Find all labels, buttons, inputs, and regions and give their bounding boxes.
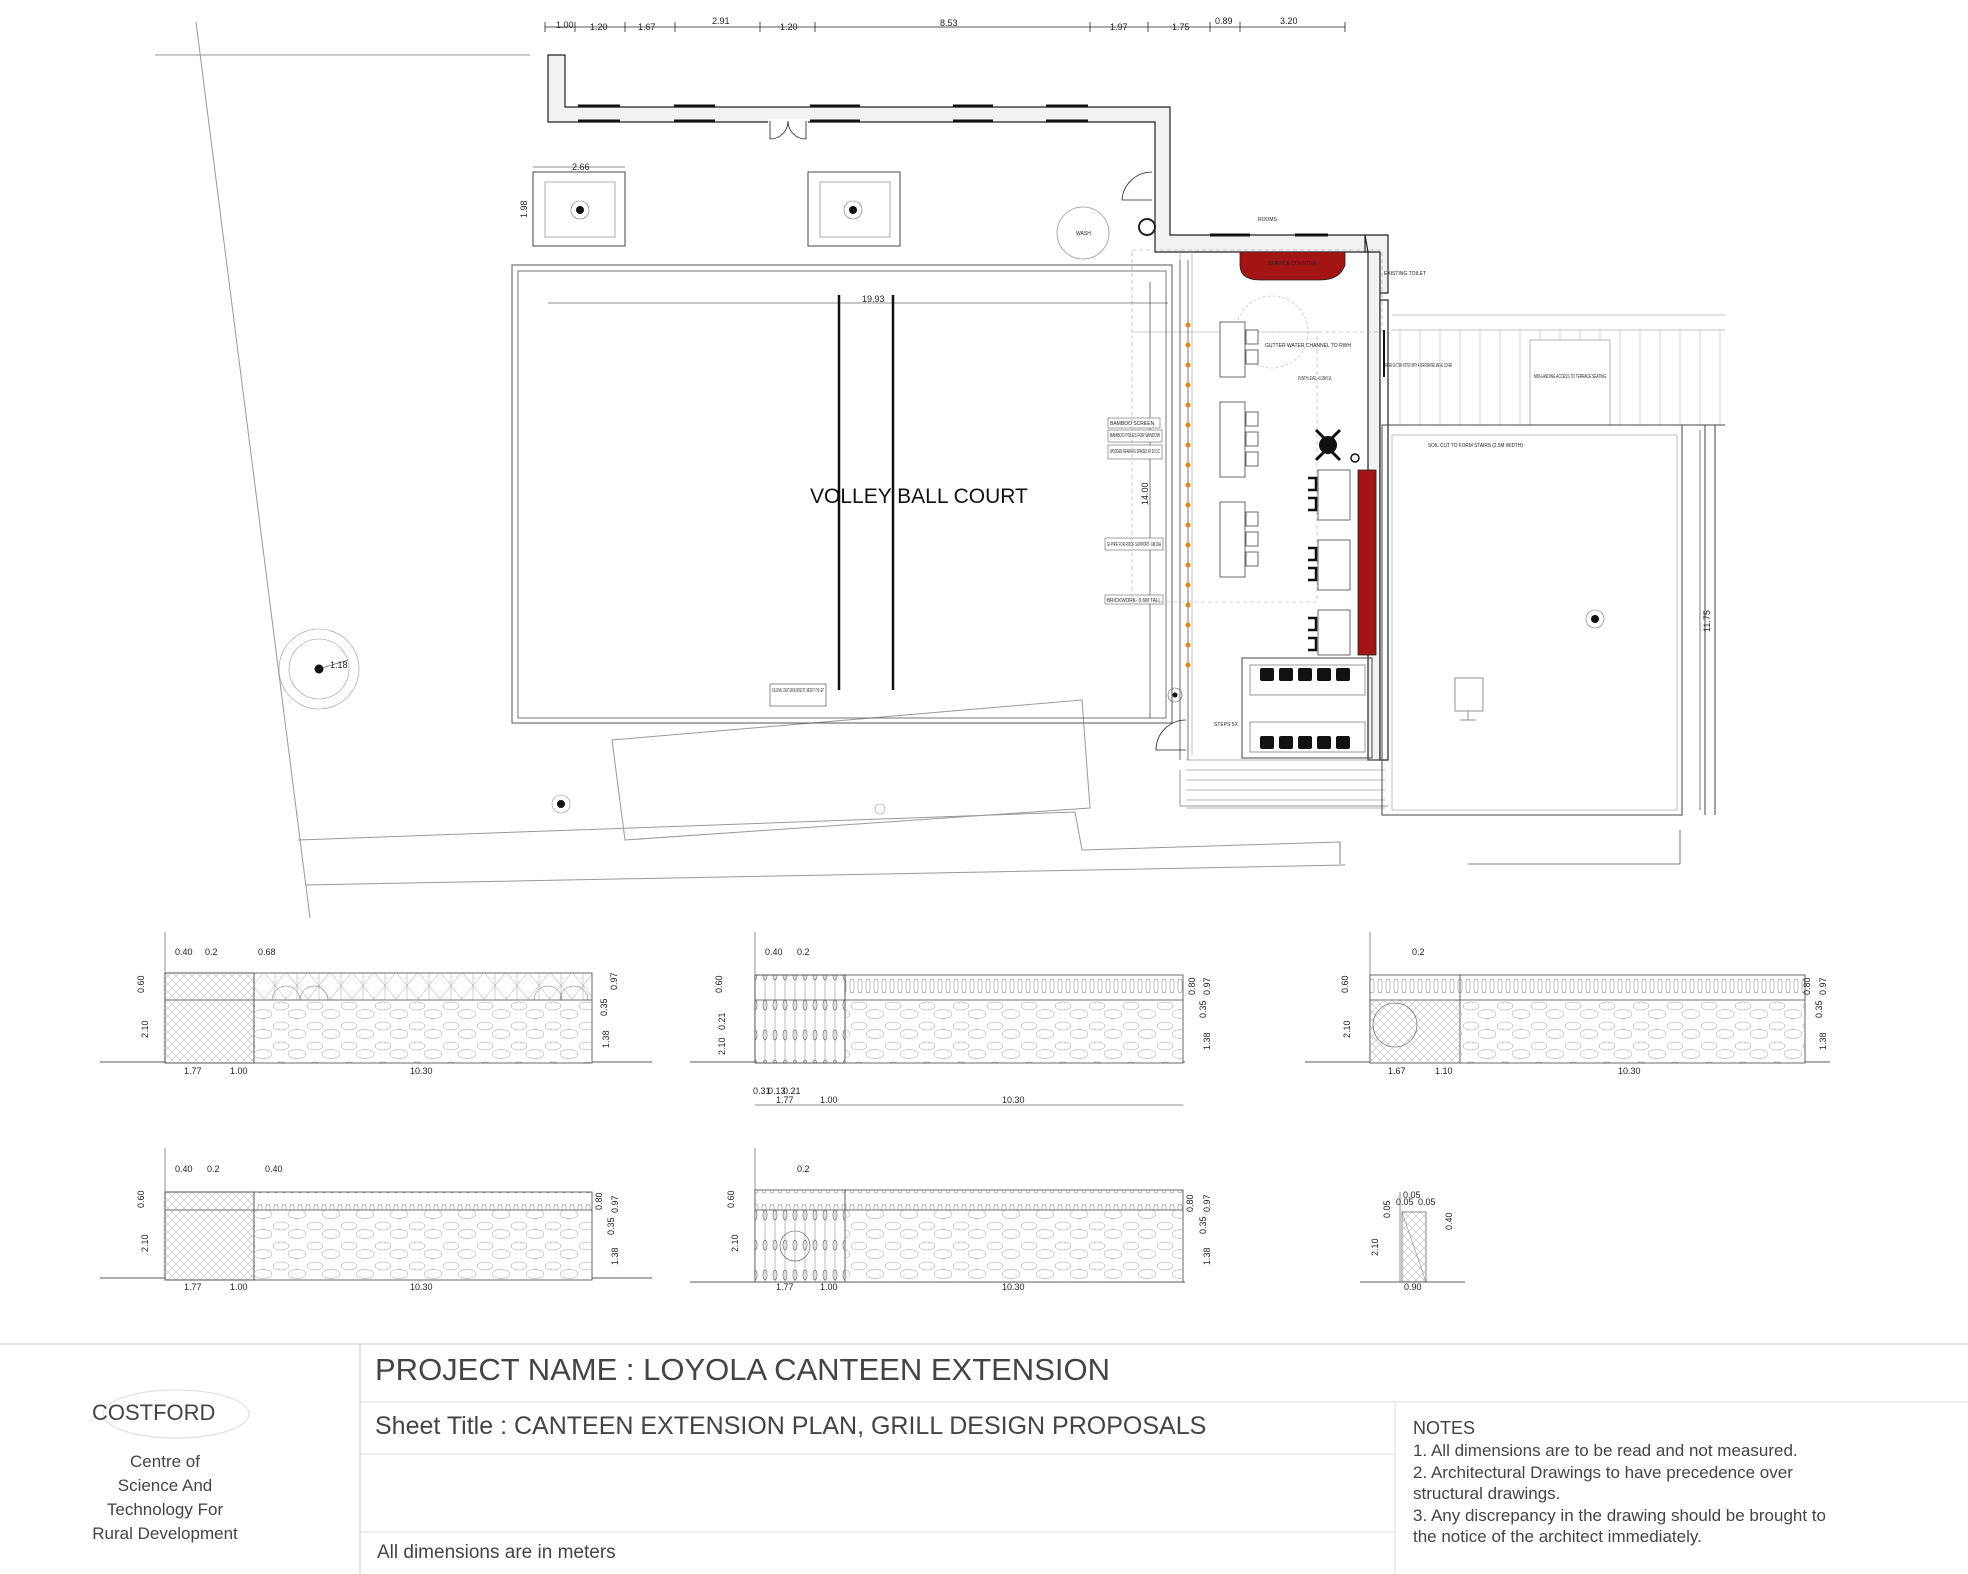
- org-name: COSTFORD: [92, 1400, 216, 1425]
- grill4-dim-bottom-2: 1.00: [230, 1282, 248, 1292]
- grill2-dim-right-2: 0.97: [1202, 977, 1212, 995]
- grill1-dim-left-1: 0.60: [136, 975, 146, 993]
- grill4-dim-left-1: 0.60: [136, 1190, 146, 1208]
- grill4-dim-top-2: 0.2: [207, 1164, 220, 1174]
- dim-tree-radius: 1.18: [330, 660, 348, 670]
- grill1-dim-right-1: 0.35: [599, 998, 609, 1016]
- sheet-title: Sheet Title : CANTEEN EXTENSION PLAN, GRILL DESIGN PROPOSALS: [375, 1412, 1207, 1440]
- grill6-dim-left-1: 0.05: [1382, 1200, 1392, 1218]
- grill4-dim-bottom-1: 1.77: [184, 1282, 202, 1292]
- dim-planter-height: 1.98: [519, 200, 529, 218]
- dim-top-9: 0.89: [1215, 16, 1233, 26]
- water-gutter-label: WATER GUTTER FITTED WITH A PERFORATED METAL COVER: [1384, 363, 1453, 369]
- existing-toilet-label: EXISTING TOILET: [1384, 271, 1427, 277]
- canteen-extension: [1132, 217, 1452, 808]
- dim-top-4: 2.91: [712, 16, 730, 26]
- notes-heading: NOTES: [1413, 1418, 1476, 1438]
- grill4-dim-top-1: 0.40: [175, 1164, 193, 1174]
- dim-top-8: 1.75: [1172, 22, 1190, 32]
- note-wooden-reapers: WOODEN REAPERS SPACED AT 20 C/C: [1110, 449, 1161, 455]
- grill3-dim-right-1: 0.80: [1802, 977, 1812, 995]
- note-3a: 3. Any discrepancy in the drawing should be brought to: [1413, 1505, 1826, 1525]
- grill2-dim-top-2: 0.2: [797, 947, 810, 957]
- note-bamboo-poles: BAMBOO POLES FOR WINDOW: [1110, 433, 1161, 439]
- court-move-note: VOLLEYBALL COURT CAN BE MOVED TO 1 METER TO THE LEFT: [772, 688, 824, 694]
- canteen-annotations: [1105, 418, 1163, 604]
- grill2-dim-right-3: 0.35: [1198, 1000, 1208, 1018]
- org-line-3: Technology For: [106, 1500, 224, 1519]
- grill5-dim-top-1: 0.2: [797, 1164, 810, 1174]
- grill5-dim-right-1: 0.80: [1185, 1194, 1195, 1212]
- dim-court-width: 19.93: [862, 294, 885, 304]
- steps-label: STEPS 5X: [1214, 722, 1238, 728]
- grill1-dim-top-3: 0.68: [258, 947, 276, 957]
- grill5-dim-right-2: 0.97: [1202, 1194, 1212, 1212]
- rooms-label: ROOMS: [1258, 217, 1277, 223]
- project-name: PROJECT NAME : LOYOLA CANTEEN EXTENSION: [375, 1352, 1110, 1387]
- grill5-dim-left-2: 2.10: [730, 1234, 740, 1252]
- planter-right: [808, 172, 900, 246]
- grill2-dim-bottom-1: 0.31: [753, 1086, 771, 1096]
- grill-design-3: [1305, 932, 1830, 1063]
- grill3-dim-right-2: 0.97: [1818, 977, 1828, 995]
- grill2-dim-left-3: 2.10: [717, 1037, 727, 1055]
- grill5-dim-bottom-1: 1.77: [776, 1282, 794, 1292]
- grill3-dim-bottom-1: 1.67: [1388, 1066, 1406, 1076]
- grill6-dim-left-2: 2.10: [1370, 1238, 1380, 1256]
- grill2-dim-bottom-6: 10.30: [1002, 1095, 1025, 1105]
- grill-design-2: [690, 932, 1185, 1105]
- grill3-dim-right-4: 1.38: [1818, 1032, 1828, 1050]
- grill3-dim-left-2: 2.10: [1342, 1020, 1352, 1038]
- site-boundary: [155, 22, 1388, 918]
- grill2-dim-bottom-3: 0.21: [783, 1086, 801, 1096]
- gutter-label: GUTTER WATER CHANNEL TO RWH: [1265, 343, 1351, 349]
- plant-icon: [1316, 430, 1340, 460]
- grill5-dim-bottom-3: 10.30: [1002, 1282, 1025, 1292]
- note-2b: structural drawings.: [1413, 1484, 1561, 1503]
- grill2-dim-right-4: 1.38: [1202, 1032, 1212, 1050]
- grill3-dim-left-1: 0.60: [1340, 975, 1350, 993]
- grill3-dim-right-3: 0.35: [1814, 1000, 1824, 1018]
- note-1: 1. All dimensions are to be read and not measured.: [1413, 1441, 1798, 1460]
- grill1-dim-bottom-2: 1.00: [230, 1066, 248, 1076]
- well-label: WASH: [1076, 231, 1091, 237]
- note-2a: 2. Architectural Drawings to have precedence over: [1413, 1462, 1793, 1482]
- dim-planter-width: 2.66: [572, 162, 590, 172]
- title-block: [0, 1342, 1968, 1574]
- grill1-dim-left-2: 2.10: [140, 1020, 150, 1038]
- canteen-wall: [1180, 235, 1388, 760]
- grill2-dim-right-1: 0.80: [1187, 977, 1197, 995]
- grill4-dim-right-3: 0.35: [606, 1217, 616, 1235]
- org-line-2: Science And: [117, 1476, 213, 1495]
- grill1-dim-right-2: 0.97: [609, 972, 619, 990]
- grill6-dim-bottom-1: 0.90: [1404, 1282, 1422, 1292]
- grill1-dim-top-1: 0.40: [175, 947, 193, 957]
- dim-top-2: 1.20: [590, 22, 608, 32]
- note-brickwork: BRICKWORK- 0.6M TALL: [1107, 598, 1162, 604]
- dim-top-10: 3.20: [1280, 16, 1298, 26]
- grill4-dim-right-1: 0.80: [594, 1192, 604, 1210]
- tree-small: [552, 795, 885, 814]
- dim-top-6: 8.53: [940, 18, 958, 28]
- grill1-dim-bottom-3: 10.30: [410, 1066, 433, 1076]
- grill5-dim-right-3: 0.35: [1198, 1216, 1208, 1234]
- mid-landing-label: MID-LANDING ACCESS TO TERRACE SEATING: [1534, 374, 1607, 380]
- dim-terrace-height: 11.75: [1702, 610, 1712, 632]
- dim-top-7: 1.97: [1110, 22, 1128, 32]
- org-line-4: Rural Development: [92, 1524, 238, 1543]
- grill2-dim-left-1: 0.60: [714, 975, 724, 993]
- grill6-dim-right-1: 0.40: [1444, 1212, 1454, 1230]
- grill3-dim-top-1: 0.2: [1412, 947, 1425, 957]
- dim-top-5: 1.20: [780, 22, 798, 32]
- grill6-dim-top-3: 0.05: [1418, 1197, 1436, 1207]
- units-note: All dimensions are in meters: [377, 1542, 616, 1563]
- plinth-label: PLINTH LEVEL +0.15M LVL: [1298, 376, 1333, 382]
- dim-top-3: 1.67: [638, 22, 656, 32]
- grill6-dim-top-2: 0.05: [1403, 1190, 1421, 1200]
- soil-cut-label: SOIL CUT TO FORM STAIRS (2.5M WIDTH): [1428, 443, 1524, 449]
- grill2-dim-bottom-2: 0.13: [768, 1086, 786, 1096]
- note-3b: the notice of the architect immediately.: [1413, 1527, 1702, 1546]
- grill2-dim-bottom-4: 1.77: [776, 1095, 794, 1105]
- grill5-dim-bottom-2: 1.00: [820, 1282, 838, 1292]
- note-gi-pipe: GI PIPE FOR ROOF SUPPORT- 6M DIA: [1107, 542, 1162, 548]
- grill1-dim-right-3: 1.38: [601, 1030, 611, 1048]
- court-label: VOLLEY BALL COURT: [810, 485, 1028, 508]
- grill2-dim-left-2: 0.21: [717, 1012, 727, 1030]
- grill-design-5: [690, 1148, 1185, 1282]
- grill3-dim-bottom-3: 10.30: [1618, 1066, 1641, 1076]
- red-counter-right: [1358, 470, 1376, 655]
- grill1-dim-top-2: 0.2: [205, 947, 218, 957]
- grill2-dim-top-1: 0.40: [765, 947, 783, 957]
- grill4-dim-right-4: 1.38: [610, 1247, 620, 1265]
- dim-top-1: 1.00: [556, 20, 574, 30]
- terrace-seating: [1340, 315, 1725, 864]
- org-line-1: Centre of: [130, 1452, 200, 1471]
- grill4-dim-right-2: 0.97: [610, 1195, 620, 1213]
- grill1-dim-bottom-1: 1.77: [184, 1066, 202, 1076]
- note-bamboo-screen: BAMBOO SCREEN: [1110, 421, 1155, 427]
- dim-court-height: 14.00: [1140, 482, 1150, 505]
- grill2-dim-bottom-5: 1.00: [820, 1095, 838, 1105]
- grill5-dim-left-1: 0.60: [726, 1190, 736, 1208]
- grill4-dim-left-2: 2.10: [140, 1234, 150, 1252]
- service-counter-label: SERVICE COUNTER: [1268, 261, 1316, 267]
- grill4-dim-bottom-3: 10.30: [410, 1282, 433, 1292]
- grill3-dim-bottom-2: 1.10: [1435, 1066, 1453, 1076]
- grill5-dim-right-4: 1.38: [1202, 1247, 1212, 1265]
- grill6-dim-top-1: 0.05: [1396, 1197, 1414, 1207]
- grill4-dim-top-3: 0.40: [265, 1164, 283, 1174]
- planter-left: [533, 172, 625, 246]
